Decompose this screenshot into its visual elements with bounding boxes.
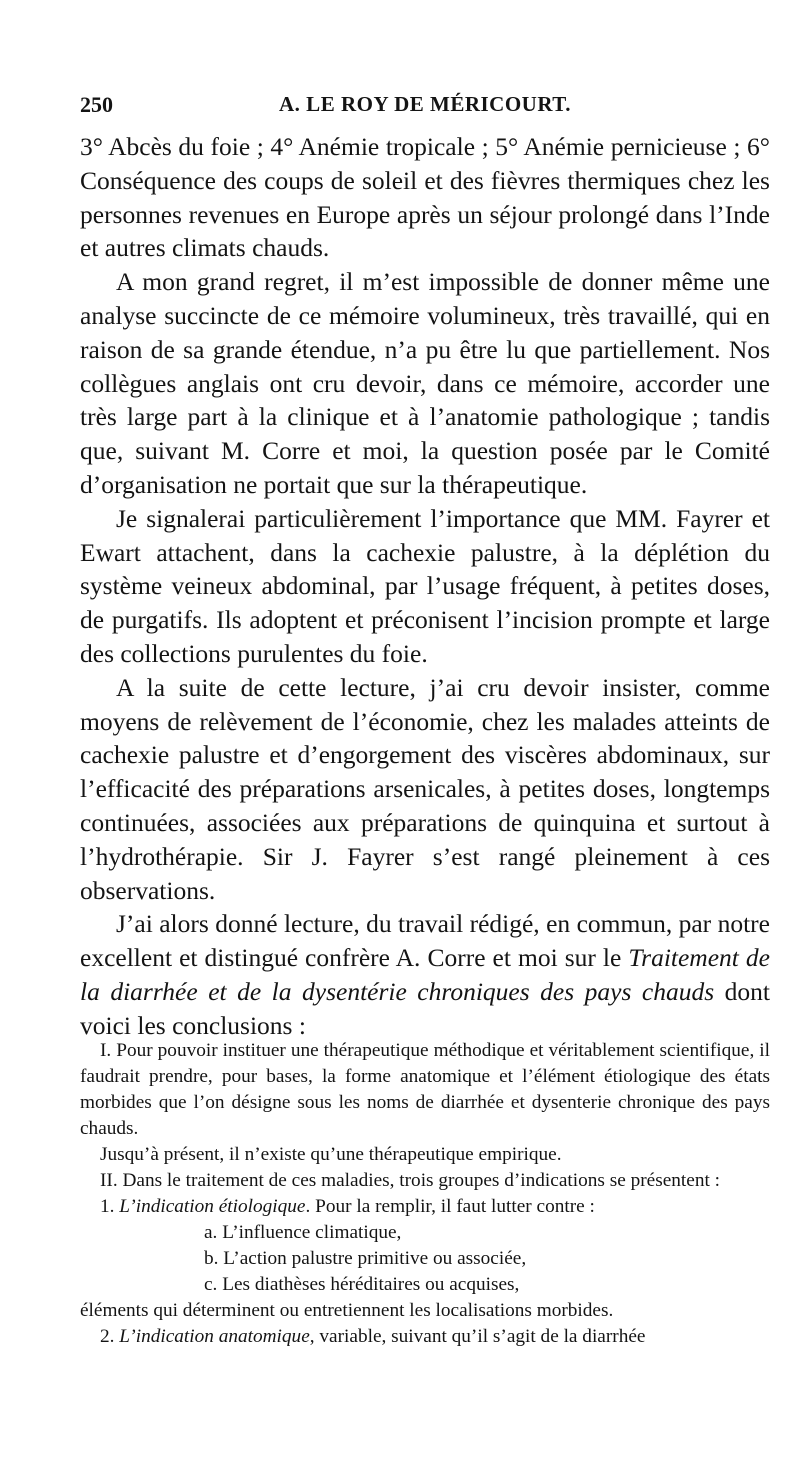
sub-item: c. Les diathèses héréditaires ou acquises,: [204, 1274, 520, 1295]
conclusion: [80, 1194, 770, 1220]
paragraph: A la suite de cette lecture, j’ai cru devoir insister, comme moyens de relèvement de l’économie, chez les malades atteints de cachexie palustre et d’engorgement des viscères abdominaux, sur l’efficacité des préparations arsenicales, à petites doses, longtemps continuées, associées aux préparations de quinquina et surtout à l’hydrothérapie. Sir J. Fayrer s’est rangé pleinement à ces observations.: [80, 672, 770, 905]
paragraph: [80, 907, 770, 1042]
paragraph: 3° Abcès du foie ; 4° Anémie tropicale ; 5° Anémie pernicieuse ; 6° Conséquence des coups de soleil et des fièvres thermiques chez les personnes revenues en Europe après un séjour prolongé dans l’Inde et autres climats chauds.: [80, 132, 770, 263]
paragraph: A mon grand regret, il m’est impossible de donner même une analyse succincte de ce mémoire volumineux, très travaillé, qui en raison de sa grande étendue, n’a pu être lu que partiellement. Nos collègues anglais ont cru devoir, dans ce mémoire, accorder une très large part à la clinique et à l’anatomie pathologique ; tandis que, suivant M. Corre et moi, la question posée par le Comité d’organisation ne portait que sur la thérapeutique.: [80, 267, 770, 499]
conclusion: éléments qui déterminent ou entretiennent les localisations morbides.: [80, 1300, 614, 1321]
work-title: Traitement de la diarrhée et de la dysentérie chroniques des pays chauds: [80, 943, 770, 1006]
item-text: , variable, suivant qu’il s’agit de la diarrhée: [309, 1326, 646, 1347]
page-header: [80, 92, 770, 122]
item-number: 2.: [100, 1326, 120, 1347]
item-text: . Pour la remplir, il faut lutter contre :: [305, 1196, 595, 1217]
conclusion: II. Dans le traitement de ces maladies, trois groupes d’indications se présentent :: [100, 1170, 721, 1191]
item-title: L’indication anatomique: [119, 1326, 310, 1347]
paragraph: Je signalerai particulièrement l’importance que MM. Fayrer et Ewart attachent, dans la cachexie palustre, à la déplétion du système veineux abdominal, par l’usage fréquent, à petites doses, de purgatifs. Ils adoptent et préconisent l’incision prompte et large des collections purulentes du foie.: [80, 503, 770, 668]
paragraph-text: J’ai alors donné lecture, du travail rédigé, en commun, par notre excellent et distingué confrère A. Corre et moi sur le: [80, 909, 770, 973]
page-number: 250: [80, 92, 113, 117]
conclusion: Jusqu’à présent, il n’existe qu’une thérapeutique empirique.: [100, 1144, 562, 1165]
sub-item: b. L’action palustre primitive ou associée,: [204, 1248, 527, 1269]
conclusions-block: [80, 1038, 770, 1350]
item-number: 1.: [100, 1196, 120, 1217]
running-head: A. LE ROY DE MÉRICOURT.: [279, 92, 571, 116]
main-text: [80, 130, 770, 1043]
conclusion: [80, 1324, 770, 1350]
conclusion: I. Pour pouvoir instituer une thérapeutique méthodique et véritablement scientifique, il faudrait prendre, pour bases, la forme anatomique et l’élément étiologique des états morbides que l’on désigne sous les noms de diarrhée et dysenterie chronique des pays chauds.: [80, 1040, 770, 1139]
sub-item: a. L’influence climatique,: [204, 1222, 402, 1243]
item-title: L’indication étiologique: [119, 1196, 306, 1217]
paragraph-text: dont voici les conclusions :: [80, 976, 770, 1040]
